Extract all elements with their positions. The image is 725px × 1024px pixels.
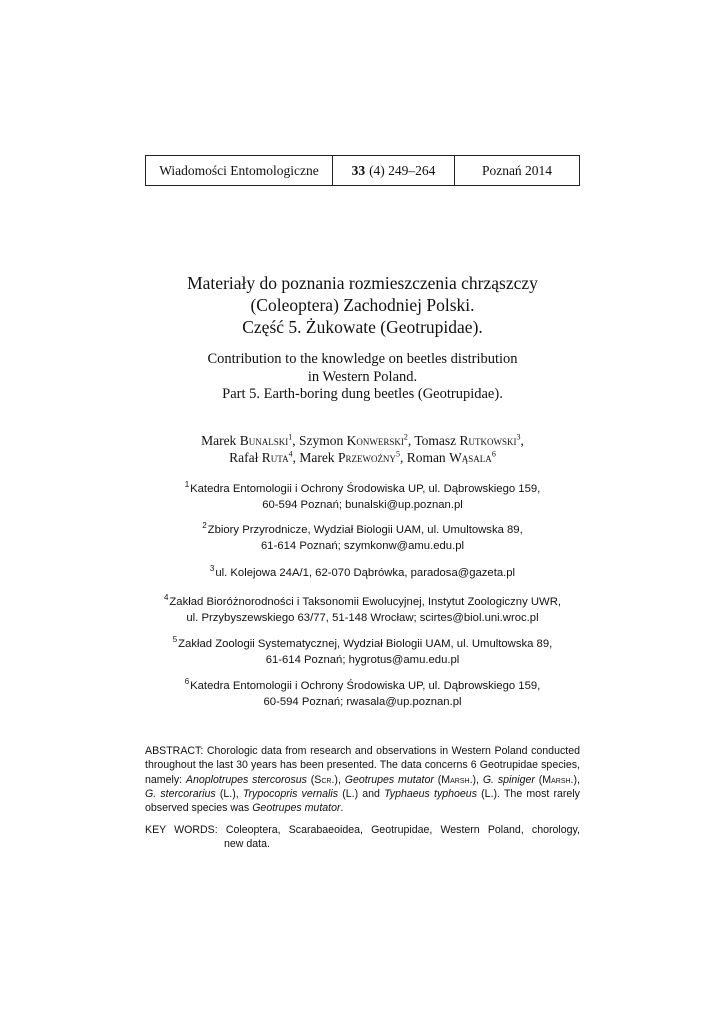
species-name: Anoplotrupes stercorosus <box>185 773 307 786</box>
species-name: Geotrupes mutator <box>252 802 341 815</box>
species-name: G. spiniger <box>482 773 535 786</box>
species-name: G. stercorarius <box>145 787 216 800</box>
author: Tomasz Rutkowski$^3$ <box>414 432 521 448</box>
title-english <box>0 351 725 404</box>
title-pl-line: Materiały do poznania rozmieszczenia chrząszczy <box>187 273 538 293</box>
title-en-line: in Western Poland. <box>307 368 418 385</box>
author: Roman Wąsala$^6$ <box>406 449 496 465</box>
affiliation-2: $^2$ Zbiory Przyrodnicze, Wydział Biologii UAM, ul. Umultowska 89, 61-614 Poznań; szymkonw@amu.edu.pl <box>202 521 523 552</box>
affiliation-6: $^6$ Katedra Entomologii i Ochrony Środowiska UP, ul. Dąbrowskiego 159, 60-594 Poznań; rwasala@up.poznan.pl <box>184 677 541 708</box>
title-en-line: Contribution to the knowledge on beetles distribution <box>207 351 518 367</box>
author-line-1: Marek Bunalski$^1$, Szymon Konwerski$^2$, Tomasz Rutkowski$^3$, <box>201 432 524 448</box>
keywords: KEY WORDS: Coleoptera, Scarabaeoidea, Geotrupidae, Western Poland, chorology, new data. <box>145 824 580 851</box>
author: Rafał Ruta$^4$ <box>229 449 293 465</box>
author: Marek Bunalski$^1$ <box>201 432 293 448</box>
journal-header-box <box>145 155 580 186</box>
title-polish <box>0 272 725 338</box>
issue-pages: (4) 249–264 <box>369 162 436 178</box>
affiliation-4: $^4$ Zakład Bioróżnorodności i Taksonomii Ewolucyjnej, Instytut Zoologiczny UWR, ul. Przybyszewskiego 63/77, 51-148 Wrocław; scirtes@biol.uni.wroc.pl <box>164 593 561 624</box>
species-name: Typhaeus typhoeus <box>384 787 477 800</box>
author-line-2: Rafał Ruta$^4$, Marek Przewoźny$^5$, Roman Wąsala$^6$ <box>229 449 496 465</box>
author: Marek Przewoźny$^5$ <box>299 449 400 465</box>
title-en-line: Part 5. Earth-boring dung beetles (Geotrupidae). <box>222 386 503 402</box>
abstract-label: ABSTRACT: <box>145 745 204 757</box>
volume-issue <box>333 156 455 185</box>
abstract: ABSTRACT: Chorologic data from research and observations in Western Poland conducted throughout the last 30 years has been presented. The data concerns 6 Geotrupidae species, namely: Anoplotrupes stercorosus (Scr.), Geotrupes mutator (Marsh.), G. spiniger (Marsh.), G. stercorarius (L.), Trypocopris vernalis (L.) and Typhaeus typhoeus (L.). The most rarely observed species was Geotrupes mutator. <box>145 745 580 815</box>
keywords-label: KEY WORDS: <box>145 824 218 836</box>
species-name: Trypocopris vernalis <box>242 787 339 800</box>
title-pl-line: Część 5. Żukowate (Geotrupidae). <box>242 317 483 337</box>
affiliation-5: $^5$ Zakład Zoologii Systematycznej, Wydział Biologii UAM, ul. Umultowska 89, 61-614 Poznań; hygrotus@amu.edu.pl <box>172 635 553 666</box>
journal-name: Wiadomości Entomologiczne <box>146 156 333 185</box>
affiliation-1: $^1$ Katedra Entomologii i Ochrony Środowiska UP, ul. Dąbrowskiego 159, 60-594 Poznań; bunalski@up.poznan.pl <box>184 480 541 511</box>
volume-number: 33 <box>351 162 366 178</box>
affiliation-3: $^3$ ul. Kolejowa 24A/1, 62-070 Dąbrówka, paradosa@gazeta.pl <box>209 564 516 579</box>
author: Szymon Konwerski$^2$ <box>298 432 408 448</box>
place-year: Poznań 2014 <box>481 162 553 178</box>
author-list <box>0 432 725 466</box>
title-pl-line: (Coleoptera) Zachodniej Polski. <box>250 295 475 315</box>
species-name: Geotrupes mutator <box>344 773 434 786</box>
